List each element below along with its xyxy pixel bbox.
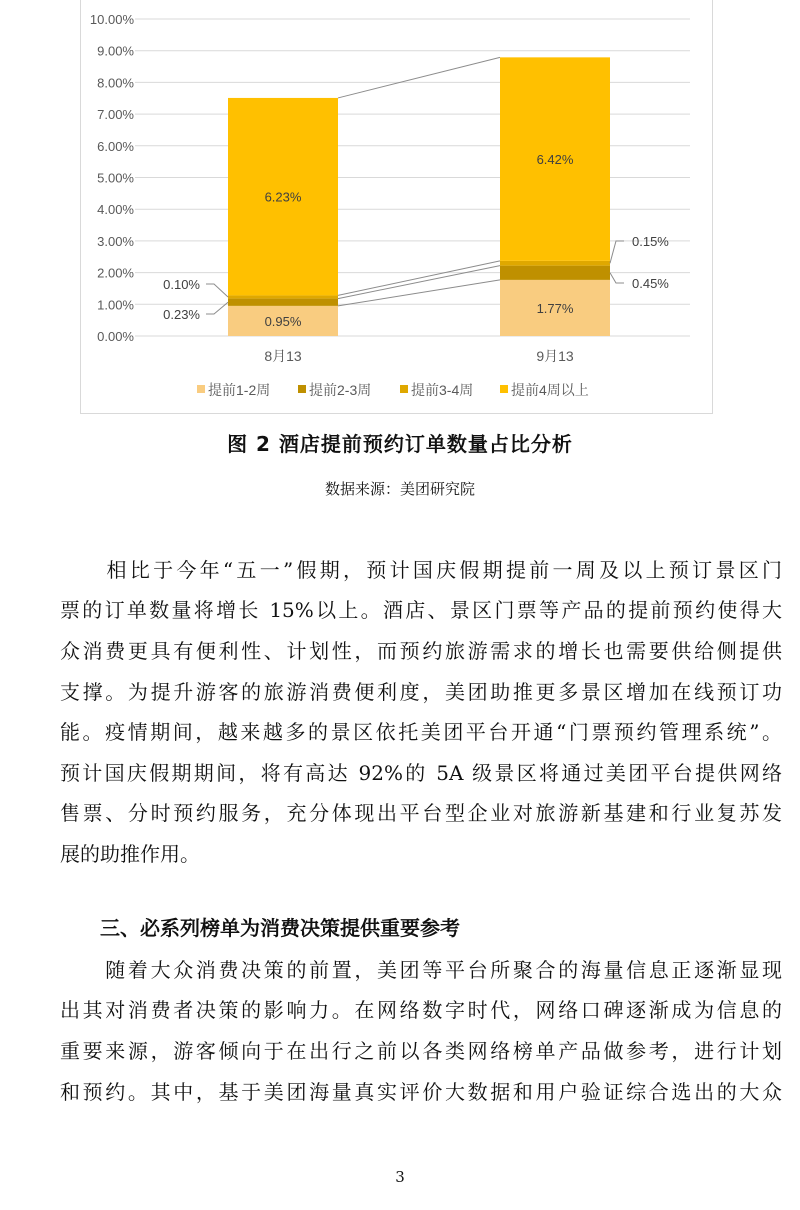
callout-leader [206, 284, 228, 297]
paragraph-line: 众消费更具有便利性、计划性，而预约旅游需求的增长也需要供给侧提供 [60, 639, 782, 663]
legend-swatch [298, 385, 306, 393]
paragraph-line: 票的订单数量将增长 15%以上。酒店、景区门票等产品的提前预约使得大 [60, 598, 782, 622]
figure-source: 数据来源：美团研究院 [324, 480, 475, 498]
legend-swatch [197, 385, 205, 393]
y-tick-label: 2.00% [97, 265, 134, 281]
data-label: 1.77% [536, 300, 574, 316]
legend-label: 提前4周以上 [511, 382, 589, 398]
y-tick-label: 10.00% [89, 12, 134, 27]
bar-segment [228, 295, 338, 298]
data-label: 0.15% [632, 234, 669, 249]
y-tick-label: 7.00% [97, 107, 134, 123]
y-tick-label: 6.00% [97, 138, 134, 154]
paragraph-line: 随着大众消费决策的前置，美团等平台所聚合的海量信息正逐渐显现 [60, 958, 782, 982]
data-label: 0.45% [632, 276, 669, 291]
stacked-bar-chart [0, 0, 800, 420]
series-line [338, 280, 500, 306]
legend-swatch [500, 385, 508, 393]
section-heading: 三、必系列榜单为消费决策提供重要参考 [60, 916, 460, 940]
legend-label: 提前1-2周 [208, 382, 271, 398]
data-label: 6.42% [536, 152, 574, 168]
legend-swatch [400, 385, 408, 393]
paragraph-line: 售票、分时预约服务，充分体现出平台型企业对旅游新基建和行业复苏发 [60, 801, 782, 825]
data-label: 0.95% [264, 313, 302, 329]
series-line [338, 261, 500, 296]
series-line [338, 57, 500, 98]
callout-leader [610, 273, 624, 283]
bar-segment [500, 261, 610, 266]
y-tick-label: 3.00% [97, 233, 134, 249]
data-label: 0.23% [163, 307, 200, 322]
paragraph-line: 支撑。为提升游客的旅游消费便利度，美团助推更多景区增加在线预订功 [60, 680, 782, 704]
paragraph-line: 展的助推作用。 [60, 842, 200, 866]
legend-label: 提前3-4周 [411, 382, 474, 398]
paragraph-line: 重要来源，游客倾向于在出行之前以各类网络榜单产品做参考，进行计划 [60, 1039, 782, 1063]
y-tick-label: 4.00% [97, 202, 134, 218]
figure-caption: 图 2 酒店提前预约订单数量占比分析 [227, 432, 573, 456]
bar-segment [500, 266, 610, 280]
data-label: 0.10% [163, 277, 200, 292]
data-label: 6.23% [264, 189, 302, 205]
series-line [338, 266, 500, 299]
x-tick-label: 8月13 [264, 348, 302, 364]
x-tick-label: 9月13 [536, 348, 574, 364]
paragraph-line: 能。疫情期间，越来越多的景区依托美团平台开通“门票预约管理系统”。 [60, 720, 782, 744]
paragraph-line: 预计国庆假期期间，将有高达 92%的 5A 级景区将通过美团平台提供网络 [60, 761, 782, 785]
page-number: 3 [395, 1168, 405, 1186]
y-tick-label: 8.00% [97, 75, 134, 91]
y-tick-label: 0.00% [97, 329, 134, 344]
legend-label: 提前2-3周 [309, 382, 372, 398]
y-tick-label: 9.00% [97, 43, 134, 59]
paragraph-line: 和预约。其中，基于美团海量真实评价大数据和用户验证综合选出的大众 [60, 1080, 782, 1104]
paragraph-line: 出其对消费者决策的影响力。在网络数字时代，网络口碑逐渐成为信息的 [60, 998, 782, 1022]
y-tick-label: 5.00% [97, 170, 134, 186]
callout-leader [610, 241, 624, 263]
y-tick-label: 1.00% [97, 297, 134, 313]
paragraph-line: 相比于今年“五一”假期，预计国庆假期提前一周及以上预订景区门 [60, 558, 782, 582]
bar-segment [228, 299, 338, 306]
